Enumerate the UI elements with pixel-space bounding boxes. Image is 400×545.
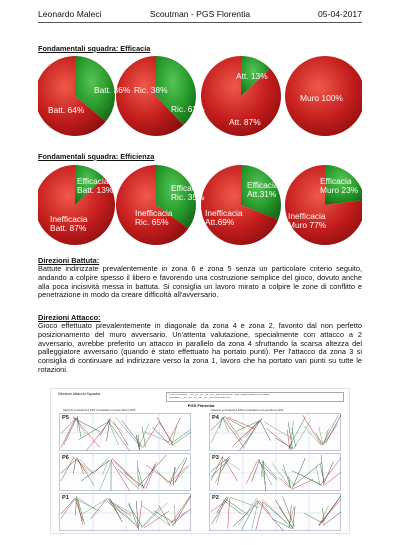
page-header: [38, 9, 362, 23]
battuta-title: Direzioni Battuta:: [38, 256, 100, 265]
pie-charts-efficacia: [38, 55, 362, 137]
pie-charts-efficienza: [38, 164, 362, 246]
slice-label: Ric. 62%: [171, 104, 205, 114]
slice-label: Inefficacia Ric. 65%: [135, 208, 173, 227]
attack-directions-figure: [50, 388, 350, 534]
figure-title: Direzioni Attacchi Squadra: [58, 392, 101, 396]
document-title: Scoutman - PGS Florentia: [149, 9, 251, 19]
attack-lines: [60, 414, 192, 452]
court-rotation: [209, 453, 341, 491]
match-info-box: [166, 392, 344, 402]
document-date: 05-04-2017: [318, 9, 362, 19]
slice-label: Inefficacia Muro 77%: [288, 211, 327, 230]
battuta-text: Battute indirizzate prevalentemente in zona 6 e zona 5 senza un particolare criterio seguito, andando a colpire spesso il libero e favorendo una costruzione semplice del gioco, dovuto anche alla poca incisività messa in battuta. Si consiglia un lavoro mirato a colpire le zone di conflitto e penetrazione in modo da creare difficoltà all'avversario.: [38, 264, 362, 300]
slice-label: Inefficacia Batt. 87%: [50, 214, 88, 233]
slice-label: Batt. 36%: [94, 85, 131, 95]
author-name: Leonardo Maleci: [38, 9, 102, 19]
attacco-title: Direzioni Attacco:: [38, 313, 101, 322]
pie-row-efficienza: [38, 164, 362, 246]
court-rotation: [59, 453, 191, 491]
rotation-label: P1: [62, 495, 69, 501]
attacco-text: Gioco effettuato prevalentemente in diagonale da zona 4 e zona 2, favorito dal non perfetto posizionamento del muro avversario. Un'attenta valutazione, specialmente con attacco a 2 avversario, avrebbe preferito un attacco in parallelo da zona 4 sfruttando la scarsa altezza del palleggiatore avversario (quando è stato effettuato ha portato punti). Per l'attacco da zona 3 si consiglia di continuare ad indirizzare verso la zona 1, lavoro che ha portato vari punti su tutte le rotazioni.: [38, 321, 362, 374]
rotation-label: P3: [212, 455, 219, 461]
court-rotation: [209, 493, 341, 531]
slice-label: Att. 87%: [229, 117, 261, 127]
slice-label: Att. 13%: [236, 71, 268, 81]
slice-label: Efficacia Ric. 35%: [171, 183, 205, 202]
court-rotation: [209, 413, 341, 451]
rotation-label: P6: [62, 455, 69, 461]
attack-lines: [210, 454, 342, 492]
section-title-efficacia: Fondamentali squadra: Efficacia: [38, 44, 151, 53]
slice-label: Inefficacia Att.69%: [205, 208, 243, 227]
slice-label: Muro 100%: [300, 93, 343, 103]
court-rotation: [59, 413, 191, 451]
pie-row-efficacia: [38, 55, 362, 137]
attack-lines: [60, 494, 192, 532]
slice-label: Efficacia Batt. 13%: [77, 176, 114, 195]
match-info-line-2: Scindiaa 2 _ 25 _25 _21 _25 _18 _189 11:00 Femmin: [169, 396, 231, 399]
attack-lines: [210, 414, 342, 452]
rotation-label: P4: [212, 415, 219, 421]
slice-label: Batt. 64%: [48, 105, 85, 115]
slice-label: Efficacia Att.31%: [247, 180, 279, 199]
column-header-right: Attacchi su Rotazioni P05 Contrattacco a dopo Rinvio N02: [211, 408, 284, 412]
section-title-efficienza: Fondamentali squadra: Efficienza: [38, 152, 155, 161]
attack-lines: [60, 454, 192, 492]
figure-team-name: PGS Florentia: [187, 403, 215, 408]
column-header-left: Attacchi su Rotazioni P06 Contrattacco a dopo Rinvio N05: [63, 408, 136, 412]
header-divider: [38, 22, 362, 23]
slice-label: Efficacia Muro 23%: [320, 176, 359, 195]
attack-lines: [210, 494, 342, 532]
rotation-label: P5: [62, 415, 69, 421]
court-rotation: [59, 493, 191, 531]
match-info-line-1: PGS Florentia 3 _ 08 _21 _23 _16 _14 _188 05/03/2017 Msp Coppa Italia 2016 Andata: [169, 393, 270, 396]
rotation-label: P2: [212, 495, 219, 501]
slice-label: Ric. 38%: [134, 85, 168, 95]
